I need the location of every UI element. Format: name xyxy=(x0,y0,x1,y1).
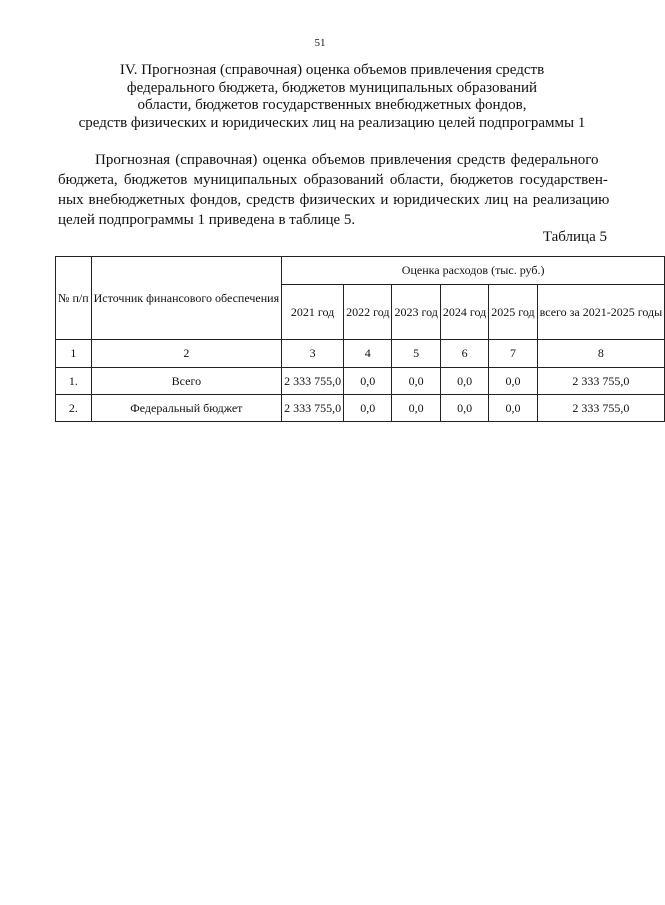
table-row xyxy=(56,368,665,395)
section-title-line: IV. Прогнозная (справочная) оценка объемов привлечения средств xyxy=(119,62,545,78)
row-value: 0,0 xyxy=(392,395,440,422)
section-title-line: федерального бюджета, бюджетов муниципальных образований xyxy=(126,79,538,96)
header-year: 2023 год xyxy=(392,285,440,340)
column-number: 2 xyxy=(91,340,281,368)
page-number: 51 xyxy=(314,37,326,49)
row-source: Федеральный бюджет xyxy=(91,395,281,422)
financing-table xyxy=(55,256,665,422)
row-value: 2 333 755,0 xyxy=(537,368,665,395)
header-year: 2022 год xyxy=(344,285,392,340)
row-value: 2 333 755,0 xyxy=(537,395,665,422)
row-value: 0,0 xyxy=(440,368,488,395)
row-source: Всего xyxy=(91,368,281,395)
section-title-line: области, бюджетов государственных внебюджетных фондов, xyxy=(137,97,527,113)
header-num: № п/п xyxy=(56,257,92,340)
header-total: всего за 2021-2025 годы xyxy=(537,285,665,340)
column-number: 5 xyxy=(392,340,440,368)
column-number: 3 xyxy=(282,340,344,368)
table-row xyxy=(56,395,665,422)
intro-line: ных внебюджетных фондов, средств физических и юридических лиц на реализацию xyxy=(58,192,610,208)
table-caption: Таблица 5 xyxy=(542,229,607,245)
column-number: 7 xyxy=(489,340,537,368)
row-num: 2. xyxy=(56,395,92,422)
header-row xyxy=(56,257,665,285)
intro-line: Прогнозная (справочная) оценка объемов привлечения средств федерального xyxy=(95,152,599,168)
row-value: 2 333 755,0 xyxy=(282,395,344,422)
row-value: 0,0 xyxy=(392,368,440,395)
column-number: 6 xyxy=(440,340,488,368)
row-num: 1. xyxy=(56,368,92,395)
intro-line: целей подпрограммы 1 приведена в таблице 5. xyxy=(58,212,356,228)
section-title-line: средств физических и юридических лиц на реализацию целей подпрограммы 1 xyxy=(78,114,586,131)
header-year: 2021 год xyxy=(282,285,344,340)
column-number-row xyxy=(56,340,665,368)
row-value: 0,0 xyxy=(489,368,537,395)
section-title xyxy=(60,62,604,132)
column-number: 4 xyxy=(344,340,392,368)
intro-line: бюджета, бюджетов муниципальных образований области, бюджетов государствен- xyxy=(58,172,608,188)
row-value: 0,0 xyxy=(344,368,392,395)
header-year: 2025 год xyxy=(489,285,537,340)
intro-paragraph xyxy=(58,150,609,230)
row-value: 0,0 xyxy=(344,395,392,422)
row-value: 2 333 755,0 xyxy=(282,368,344,395)
column-number: 8 xyxy=(537,340,665,368)
row-value: 0,0 xyxy=(489,395,537,422)
column-number: 1 xyxy=(56,340,92,368)
row-value: 0,0 xyxy=(440,395,488,422)
header-year: 2024 год xyxy=(440,285,488,340)
header-source: Источник финансового обеспечения xyxy=(91,257,281,340)
header-estimate: Оценка расходов (тыс. руб.) xyxy=(282,257,665,285)
